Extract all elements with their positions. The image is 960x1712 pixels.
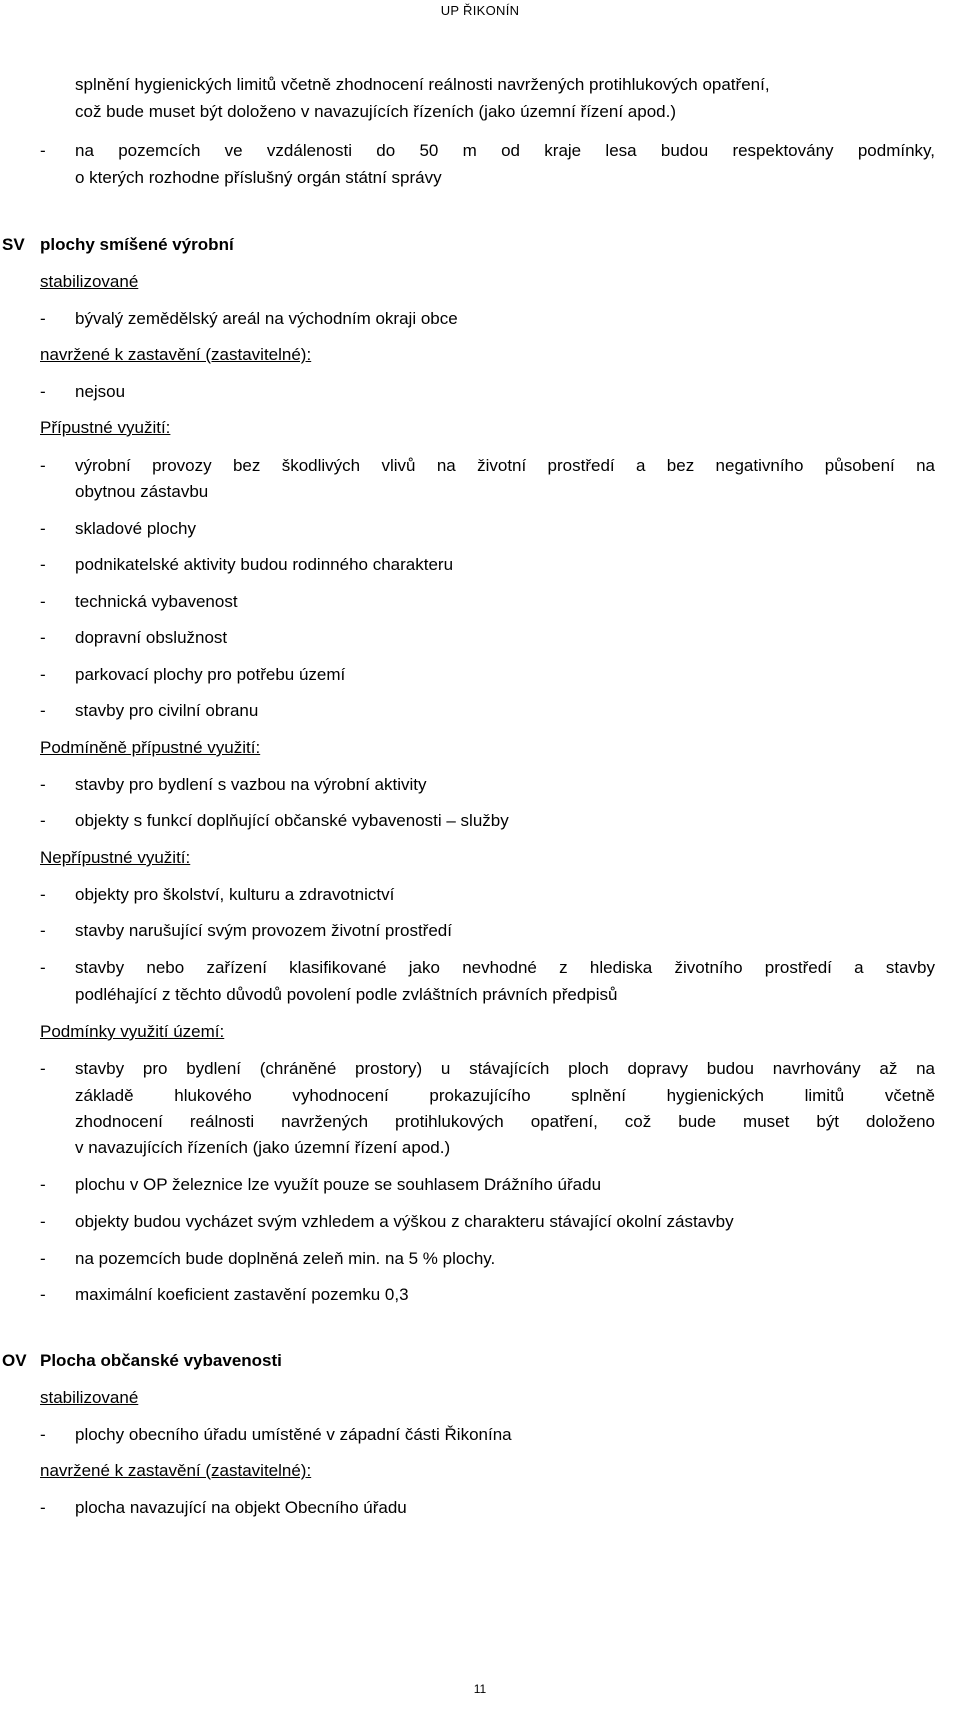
bullet-dash: - bbox=[40, 1212, 46, 1231]
bullet-dash: - bbox=[40, 1059, 46, 1078]
sv-prohibited-item: objekty pro školství, kulturu a zdravotnictví bbox=[75, 885, 395, 904]
bullet-dash: - bbox=[40, 885, 46, 904]
bullet-dash: - bbox=[40, 628, 46, 647]
continuation-bullet-line-1: na pozemcích ve vzdálenosti do 50 m od kraje lesa budou respektovány podmínky, bbox=[75, 141, 935, 160]
sv-prohibited-heading: Nepřípustné využití: bbox=[40, 848, 191, 867]
bullet-dash: - bbox=[40, 701, 46, 720]
bullet-dash: - bbox=[40, 519, 46, 538]
sv-conditions-item: objekty budou vycházet svým vzhledem a výškou z charakteru stávající okolní zástavby bbox=[75, 1212, 734, 1231]
bullet-dash: - bbox=[40, 665, 46, 684]
bullet-dash: - bbox=[40, 1249, 46, 1268]
bullet-dash: - bbox=[40, 382, 46, 401]
bullet-dash: - bbox=[40, 141, 46, 160]
continuation-line-2: což bude muset být doloženo v navazujících řízeních (jako územní řízení apod.) bbox=[75, 102, 676, 121]
continuation-bullet-line-2: o kterých rozhodne příslušný orgán státní správy bbox=[75, 168, 442, 187]
sv-conditional-item: objekty s funkcí doplňující občanské vybavenosti – služby bbox=[75, 811, 509, 830]
sv-conditions-item: maximální koeficient zastavění pozemku 0,3 bbox=[75, 1285, 409, 1304]
sv-conditions-item-0-line-4: v navazujících řízeních (jako územní řízení apod.) bbox=[75, 1138, 451, 1157]
bullet-dash: - bbox=[40, 921, 46, 940]
sv-conditions-item-0-line-1: stavby pro bydlení (chráněné prostory) u stávajících ploch dopravy budou navrhovány až na bbox=[75, 1059, 935, 1078]
ov-stabilized-heading: stabilizované bbox=[40, 1388, 139, 1407]
bullet-dash: - bbox=[40, 775, 46, 794]
sv-proposed-heading: navržené k zastavění (zastavitelné): bbox=[40, 345, 312, 364]
sv-stabilized-heading: stabilizované bbox=[40, 272, 139, 291]
sv-conditions-item-0-line-3: zhodnocení reálnosti navržených protihlukových opatření, což bude muset být doloženo bbox=[75, 1112, 935, 1131]
sv-permitted-item: dopravní obslužnost bbox=[75, 628, 228, 647]
section-title-sv: plochy smíšené výrobní bbox=[40, 235, 234, 254]
ov-proposed-heading: navržené k zastavění (zastavitelné): bbox=[40, 1461, 312, 1480]
sv-permitted-item-0-line-2: obytnou zástavbu bbox=[75, 482, 209, 501]
sv-permitted-item: skladové plochy bbox=[75, 519, 196, 538]
bullet-dash: - bbox=[40, 309, 46, 328]
sv-permitted-item-0-line-1: výrobní provozy bez škodlivých vlivů na životní prostředí a bez negativního působení na bbox=[75, 456, 935, 475]
continuation-line-1: splnění hygienických limitů včetně zhodnocení reálnosti navržených protihlukových opatření, bbox=[75, 75, 770, 94]
sv-permitted-item: podnikatelské aktivity budou rodinného charakteru bbox=[75, 555, 454, 574]
sv-prohibited-item-2-line-1: stavby nebo zařízení klasifikované jako nevhodné z hlediska životního prostředí a stavby bbox=[75, 958, 935, 977]
sv-permitted-item: technická vybavenost bbox=[75, 592, 238, 611]
sv-stabilized-item: bývalý zemědělský areál na východním okraji obce bbox=[75, 309, 458, 328]
bullet-dash: - bbox=[40, 1425, 46, 1444]
sv-permitted-item: stavby pro civilní obranu bbox=[75, 701, 259, 720]
section-title-ov: Plocha občanské vybavenosti bbox=[40, 1351, 282, 1370]
sv-proposed-item: nejsou bbox=[75, 382, 126, 401]
sv-permitted-item: parkovací plochy pro potřebu území bbox=[75, 665, 346, 684]
sv-conditions-item: na pozemcích bude doplněná zeleň min. na 5 % plochy. bbox=[75, 1249, 496, 1268]
bullet-dash: - bbox=[40, 1175, 46, 1194]
bullet-dash: - bbox=[40, 1498, 46, 1517]
running-header: UP ŘIKONÍN bbox=[440, 3, 520, 18]
bullet-dash: - bbox=[40, 958, 46, 977]
bullet-dash: - bbox=[40, 555, 46, 574]
ov-stabilized-item: plochy obecního úřadu umístěné v západní části Řikonína bbox=[75, 1425, 512, 1444]
sv-conditions-item: plochu v OP železnice lze využít pouze se souhlasem Drážního úřadu bbox=[75, 1175, 602, 1194]
sv-prohibited-item-2-line-2: podléhající z těchto důvodů povolení podle zvláštních právních předpisů bbox=[75, 985, 618, 1004]
bullet-dash: - bbox=[40, 811, 46, 830]
sv-conditional-heading: Podmíněně přípustné využití: bbox=[40, 738, 261, 757]
section-code-sv: SV bbox=[2, 235, 25, 254]
sv-conditional-item: stavby pro bydlení s vazbou na výrobní aktivity bbox=[75, 775, 427, 794]
bullet-dash: - bbox=[40, 592, 46, 611]
sv-prohibited-item: stavby narušující svým provozem životní prostředí bbox=[75, 921, 452, 940]
sv-permitted-heading: Přípustné využití: bbox=[40, 418, 171, 437]
bullet-dash: - bbox=[40, 1285, 46, 1304]
ov-proposed-item: plocha navazující na objekt Obecního úřadu bbox=[75, 1498, 407, 1517]
bullet-dash: - bbox=[40, 456, 46, 475]
sv-conditions-heading: Podmínky využití území: bbox=[40, 1022, 225, 1041]
page-number: 11 bbox=[473, 1682, 487, 1696]
section-code-ov: OV bbox=[2, 1351, 27, 1370]
sv-conditions-item-0-line-2: základě hlukového vyhodnocení prokazujícího splnění hygienických limitů včetně bbox=[75, 1086, 935, 1105]
